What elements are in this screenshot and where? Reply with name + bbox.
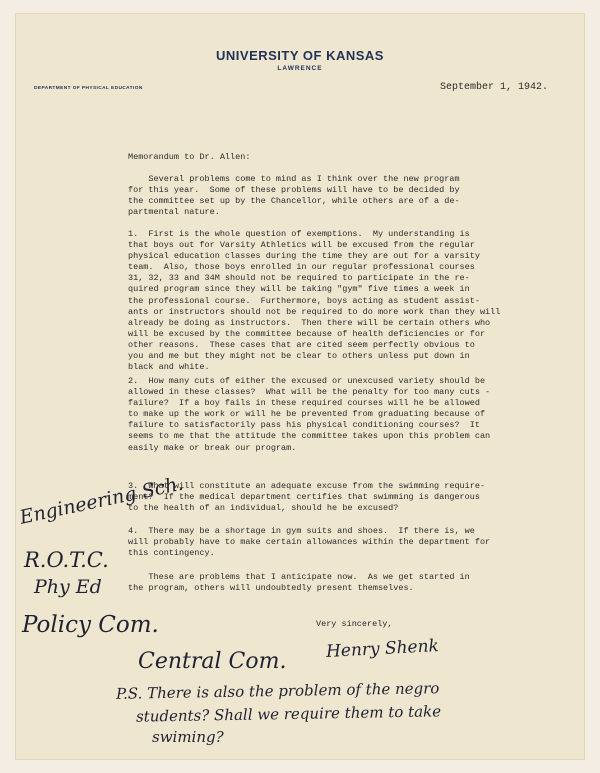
letterhead-department: DEPARTMENT OF PHYSICAL EDUCATION [34, 86, 143, 91]
handwritten-ps-line-1: P.S. There is also the problem of the negro [115, 679, 440, 703]
letterhead-university: UNIVERSITY OF KANSAS [216, 48, 384, 63]
handwritten-engineering: Engineering Sch. [17, 472, 186, 529]
letter-date: September 1, 1942. [439, 82, 548, 93]
handwritten-rotc: R.O.T.C. [24, 548, 109, 572]
letter-page [16, 14, 584, 759]
paragraph-2: 2. How many cuts of either the excused or unexcused variety should be allowed in these classes? What will be the penalty for too many cuts - failure? If a boy fails in these required courses will he be allowed to make up the work or will he be prevented from graduating because of failure to satisfactorily pass his physical conditioning courses? It seems to me that the attitude the committee takes upon this problem can easily make or break our program. [128, 376, 491, 453]
handwritten-policy: Policy Com. [22, 612, 159, 638]
handwritten-central: Central Com. [138, 649, 287, 674]
signature: Henry Shenk [325, 636, 440, 662]
handwritten-phy-ed: Phy Ed [34, 576, 102, 598]
paragraph-4: 4. There may be a shortage in gym suits and shoes. If there is, we will probably have to make certain allowances within the department for this contingency. [128, 526, 491, 559]
handwritten-ps-line-3: swiming? [152, 728, 224, 746]
salutation: Memorandum to Dr. Allen: [128, 152, 251, 162]
paragraph-intro: Several problems come to mind as I think over the new program for this year. Some of these problems will have to be decided by the committee set up by the Chancellor, while others are of a de- partmental nature. [128, 174, 460, 218]
paragraph-1: 1. First is the whole question of exemptions. My understanding is that boys out for Varsity Athletics will be excused from the regular physical education classes during the time they are out for a varsity team. Also, those boys enrolled in our regular professional courses 31, 32, 33 and 34M should not be required to participate in the re- quired program since they will be taking "gym" five times a week in the professional course. Furthermore, boys acting as student assist- ants or instructors should not be required to do more work than they will already be doing as instructors. Then there will be certain others who will be excused by the committee because of health deficiencies or for other reasons. These cases that are cited seem perfectly obvious to you and me but they might not be clear to others unless put down in black and white. [128, 229, 501, 373]
handwritten-ps-line-2: students? Shall we require them to take [135, 702, 442, 726]
closing: Very sincerely, [316, 619, 393, 629]
paragraph-closing: These are problems that I anticipate now. As we get started in the program, others will undoubtedly present themselves. [128, 572, 470, 594]
letterhead-city: LAWRENCE [277, 65, 323, 72]
paragraph-3: 3. What will constitute an adequate excuse from the swimming require- ment? If the medical department certifies that swimming is dangerous to the health of an individual, should he be excused? [128, 481, 486, 514]
